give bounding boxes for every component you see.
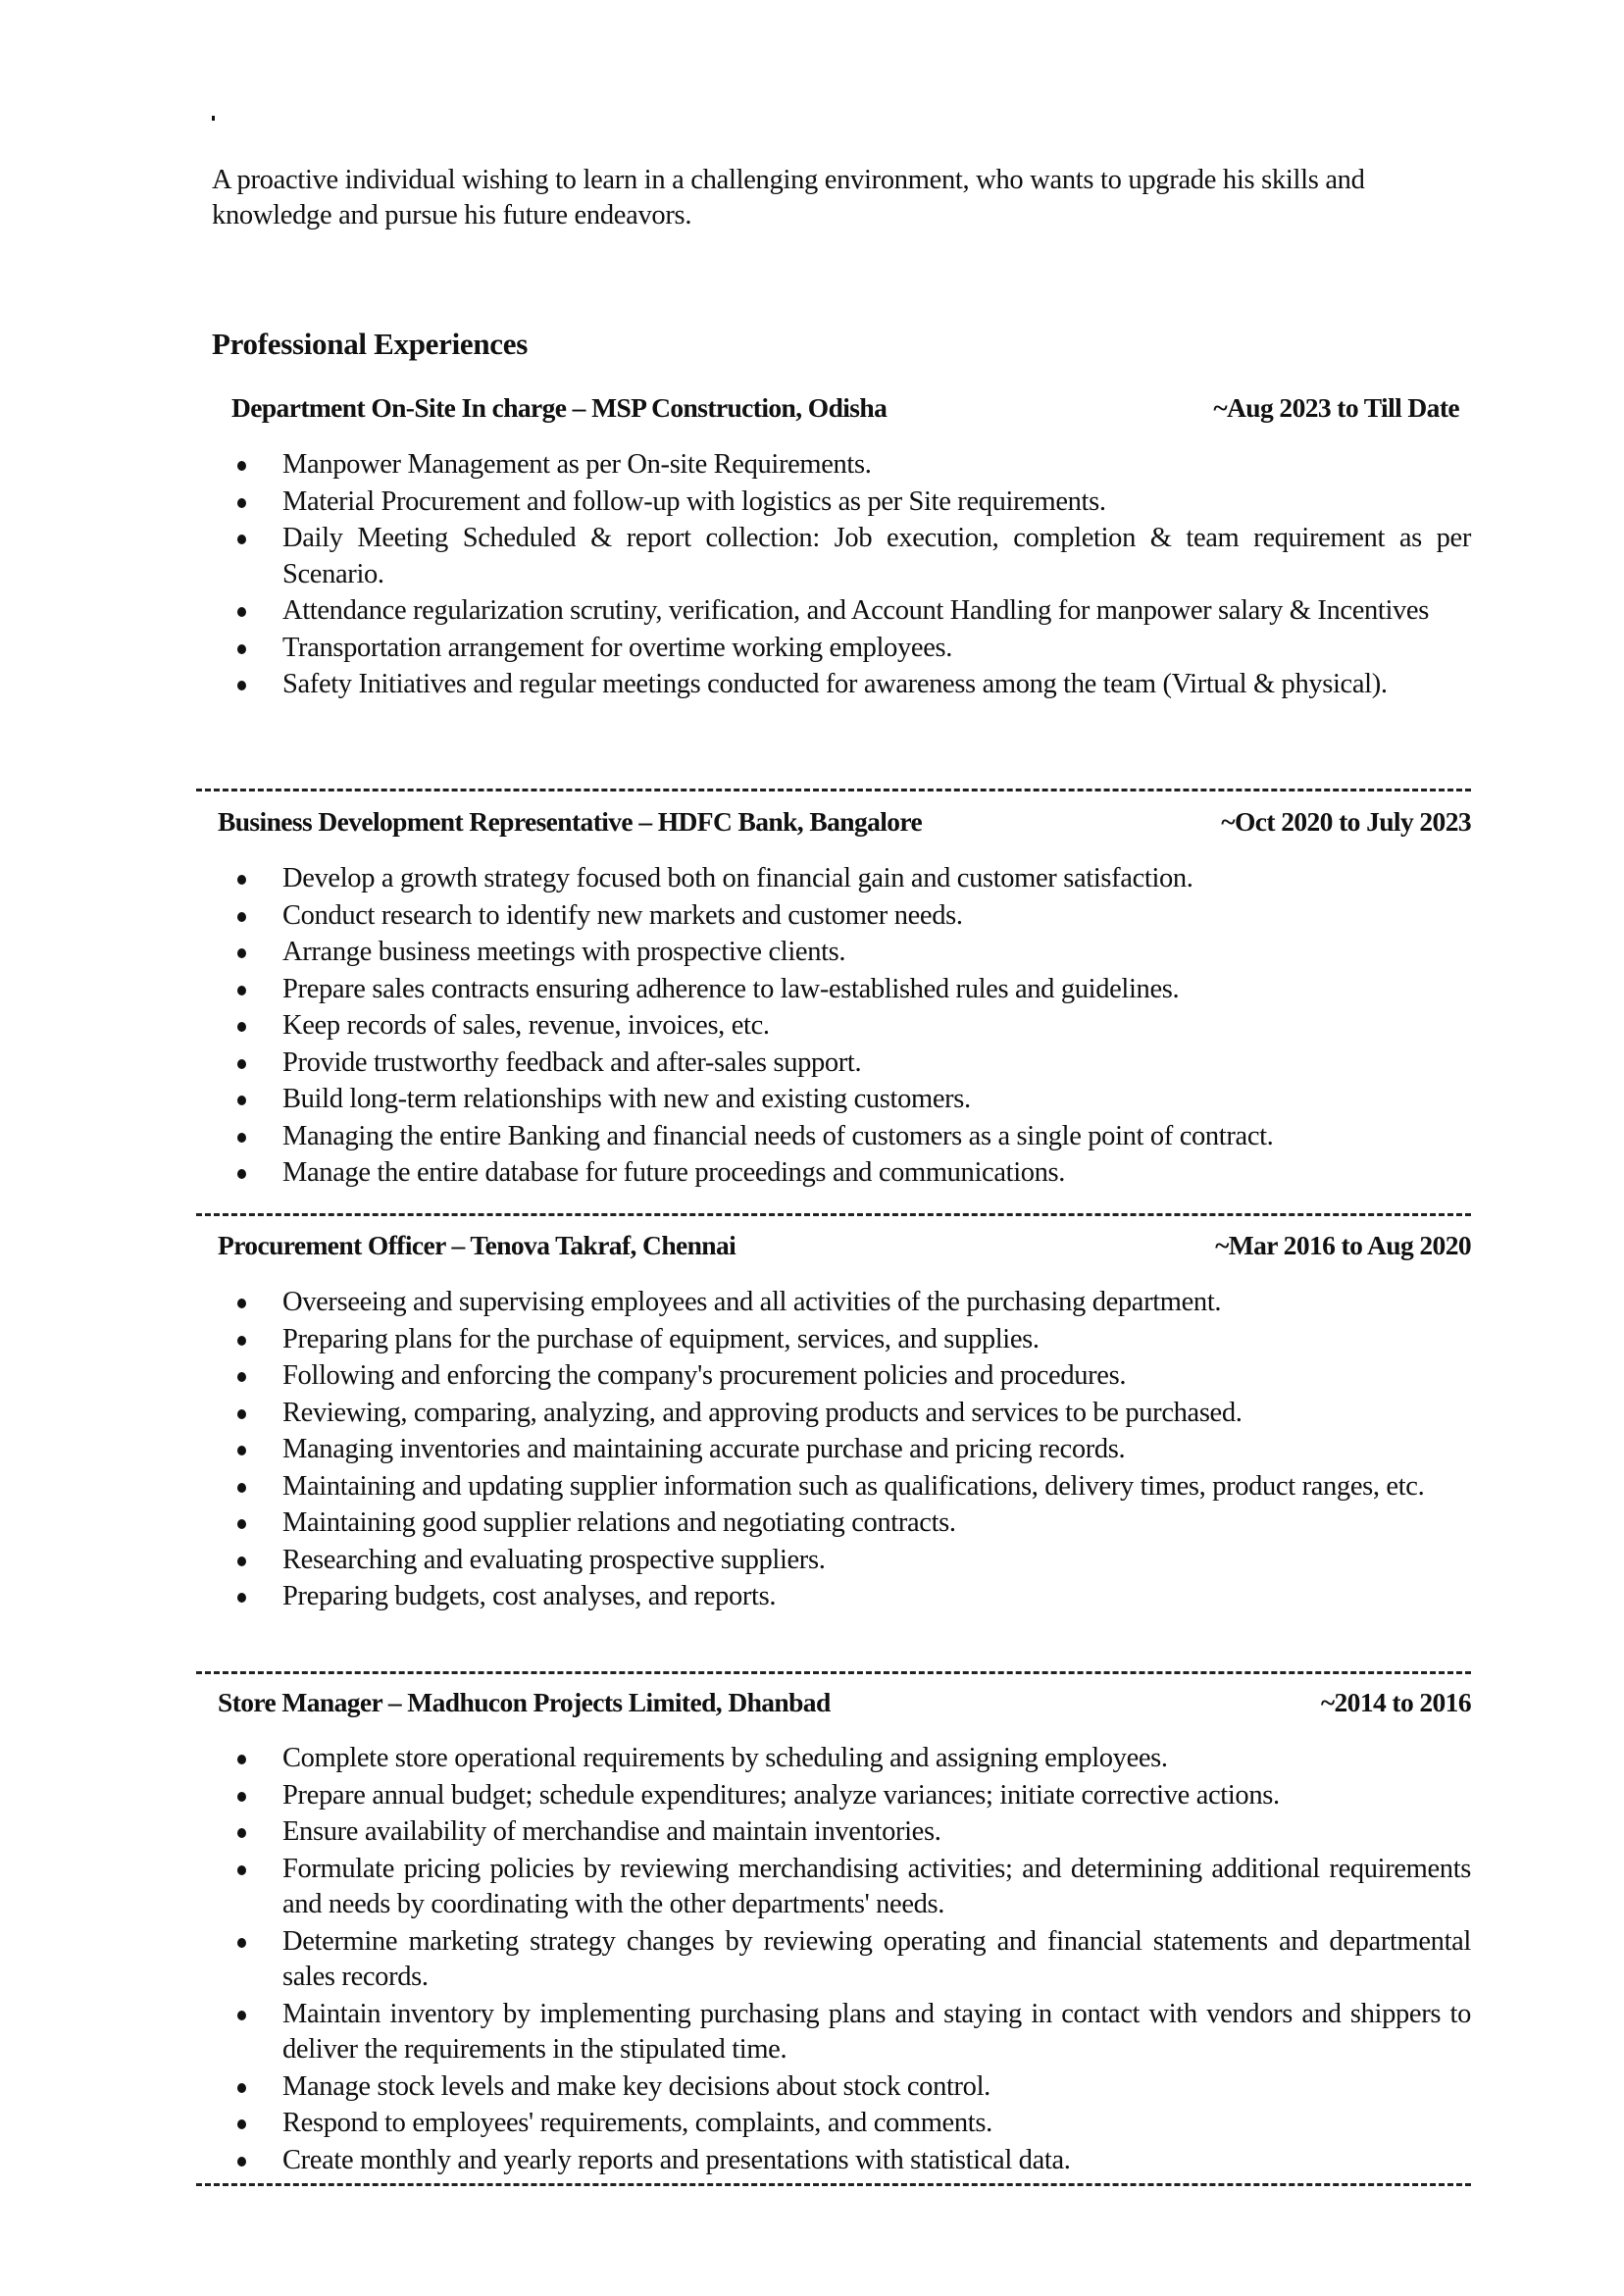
job-header <box>196 1687 1471 1726</box>
bullet-item: Researching and evaluating prospective suppliers. <box>196 1543 1471 1579</box>
job-header <box>196 1230 1471 1269</box>
bullet-icon <box>237 607 246 617</box>
dashed-divider <box>196 1213 1471 1216</box>
bullet-item: Ensure availability of merchandise and maintain inventories. <box>196 1814 1471 1851</box>
bullet-item: Build long-term relationships with new and existing customers. <box>196 1082 1471 1118</box>
bullet-item: Safety Initiatives and regular meetings conducted for awareness among the team (Virtual & physical). <box>196 667 1471 703</box>
dashed-divider <box>196 2183 1471 2186</box>
bullet-icon <box>237 1336 246 1346</box>
job-bullet-list <box>196 861 1471 1192</box>
bullet-icon <box>237 986 246 995</box>
bullet-icon <box>237 1556 246 1566</box>
bullet-item: Attendance regularization scrutiny, verification, and Account Handling for manpower salary & Incentives <box>196 593 1471 630</box>
bullet-item: Manpower Management as per On-site Requirements. <box>196 447 1471 484</box>
job-dates: ~Oct 2020 to July 2023 <box>1221 806 1471 837</box>
job-header <box>196 392 1471 432</box>
bullet-item: Preparing plans for the purchase of equipment, services, and supplies. <box>196 1322 1471 1358</box>
bullet-icon <box>237 2011 246 2020</box>
job-entry <box>196 1687 1471 2179</box>
bullet-icon <box>237 1593 246 1603</box>
job-bullet-list <box>196 1741 1471 2178</box>
bullet-item: Respond to employees' requirements, complaints, and comments. <box>196 2106 1471 2142</box>
bullet-icon <box>237 498 246 508</box>
bullet-item: Daily Meeting Scheduled & report collection: Job execution, completion & team requirement as per Scenario. <box>196 521 1471 592</box>
bullet-icon <box>237 2157 246 2167</box>
bullet-icon <box>237 2119 246 2129</box>
bullet-item: Maintaining and updating supplier information such as qualifications, delivery times, product ranges, etc. <box>196 1469 1471 1505</box>
job-bullet-list <box>196 447 1471 703</box>
bullet-icon <box>237 948 246 958</box>
job-bullet-list <box>196 1285 1471 1615</box>
bullet-icon <box>237 1409 246 1419</box>
bullet-icon <box>237 681 246 690</box>
job-dates: ~Mar 2016 to Aug 2020 <box>1215 1230 1471 1260</box>
objective-text: A proactive individual wishing to learn in a challenging environment, who wants to upgrade his skills and knowledge and pursue his future endeavors. <box>212 165 1365 230</box>
job-title: Department On-Site In charge – MSP Construction, Odisha <box>231 392 888 423</box>
bullet-icon <box>237 1792 246 1802</box>
bullet-item: Overseeing and supervising employees and all activities of the purchasing department. <box>196 1285 1471 1321</box>
job-dates: ~2014 to 2016 <box>1320 1687 1471 1717</box>
bullet-item: Prepare annual budget; schedule expenditures; analyze variances; initiate corrective actions. <box>196 1778 1471 1814</box>
section-title-professional-experiences: Professional Experiences <box>212 327 528 361</box>
job-title: Procurement Officer – Tenova Takraf, Chennai <box>218 1230 736 1260</box>
bullet-item: Provide trustworthy feedback and after-sales support. <box>196 1046 1471 1082</box>
job-entry <box>196 392 1471 704</box>
job-dates: ~Aug 2023 to Till Date <box>1213 392 1459 423</box>
bullet-item: Maintaining good supplier relations and negotiating contracts. <box>196 1505 1471 1542</box>
bullet-icon <box>237 912 246 922</box>
bullet-item: Material Procurement and follow-up with logistics as per Site requirements. <box>196 485 1471 521</box>
bullet-item: Determine marketing strategy changes by reviewing operating and financial statements and departmental sales records. <box>196 1924 1471 1996</box>
bullet-icon <box>237 1828 246 1838</box>
bullet-icon <box>237 875 246 885</box>
bullet-item: Prepare sales contracts ensuring adherence to law-established rules and guidelines. <box>196 972 1471 1008</box>
bullet-icon <box>237 1755 246 1764</box>
job-entry <box>196 806 1471 1193</box>
bullet-icon <box>237 1096 246 1105</box>
bullet-icon <box>237 1519 246 1529</box>
dashed-divider <box>196 789 1471 791</box>
job-title: Business Development Representative – HDFC Bank, Bangalore <box>218 806 923 837</box>
bullet-icon <box>237 644 246 654</box>
bullet-item: Keep records of sales, revenue, invoices, etc. <box>196 1008 1471 1045</box>
bullet-item: Arrange business meetings with prospective clients. <box>196 935 1471 971</box>
job-header <box>196 806 1471 845</box>
bullet-icon <box>237 461 246 471</box>
bullet-icon <box>237 1059 246 1069</box>
bullet-icon <box>237 1372 246 1382</box>
bullet-icon <box>237 1446 246 1455</box>
bullet-icon <box>237 1483 246 1493</box>
bullet-icon <box>237 1299 246 1308</box>
bullet-item: Managing inventories and maintaining accurate purchase and pricing records. <box>196 1432 1471 1468</box>
dashed-divider <box>196 1671 1471 1674</box>
bullet-icon <box>237 1133 246 1143</box>
bullet-item: Managing the entire Banking and financial needs of customers as a single point of contract. <box>196 1119 1471 1155</box>
bullet-item: Conduct research to identify new markets and customer needs. <box>196 898 1471 935</box>
bullet-item: Manage the entire database for future proceedings and communications. <box>196 1155 1471 1192</box>
bullet-item: Transportation arrangement for overtime working employees. <box>196 631 1471 667</box>
bullet-item: Formulate pricing policies by reviewing merchandising activities; and determining additional requirements and needs by coordinating with the other departments' needs. <box>196 1852 1471 1923</box>
bullet-icon <box>237 535 246 544</box>
bullet-item: Maintain inventory by implementing purchasing plans and staying in contact with vendors and shippers to deliver the requirements in the stipulated time. <box>196 1997 1471 2068</box>
stray-mark <box>212 116 215 121</box>
job-entry <box>196 1230 1471 1616</box>
bullet-icon <box>237 1865 246 1875</box>
job-title: Store Manager – Madhucon Projects Limited, Dhanbad <box>218 1687 831 1717</box>
bullet-item: Reviewing, comparing, analyzing, and approving products and services to be purchased. <box>196 1396 1471 1432</box>
bullet-item: Create monthly and yearly reports and presentations with statistical data. <box>196 2143 1471 2179</box>
bullet-icon <box>237 2083 246 2093</box>
bullet-item: Develop a growth strategy focused both on financial gain and customer satisfaction. <box>196 861 1471 897</box>
bullet-item: Manage stock levels and make key decisions about stock control. <box>196 2069 1471 2106</box>
bullet-icon <box>237 1169 246 1179</box>
bullet-item: Following and enforcing the company's procurement policies and procedures. <box>196 1358 1471 1395</box>
bullet-item: Complete store operational requirements by scheduling and assigning employees. <box>196 1741 1471 1777</box>
bullet-icon <box>237 1938 246 1948</box>
bullet-icon <box>237 1022 246 1032</box>
bullet-item: Preparing budgets, cost analyses, and reports. <box>196 1579 1471 1615</box>
